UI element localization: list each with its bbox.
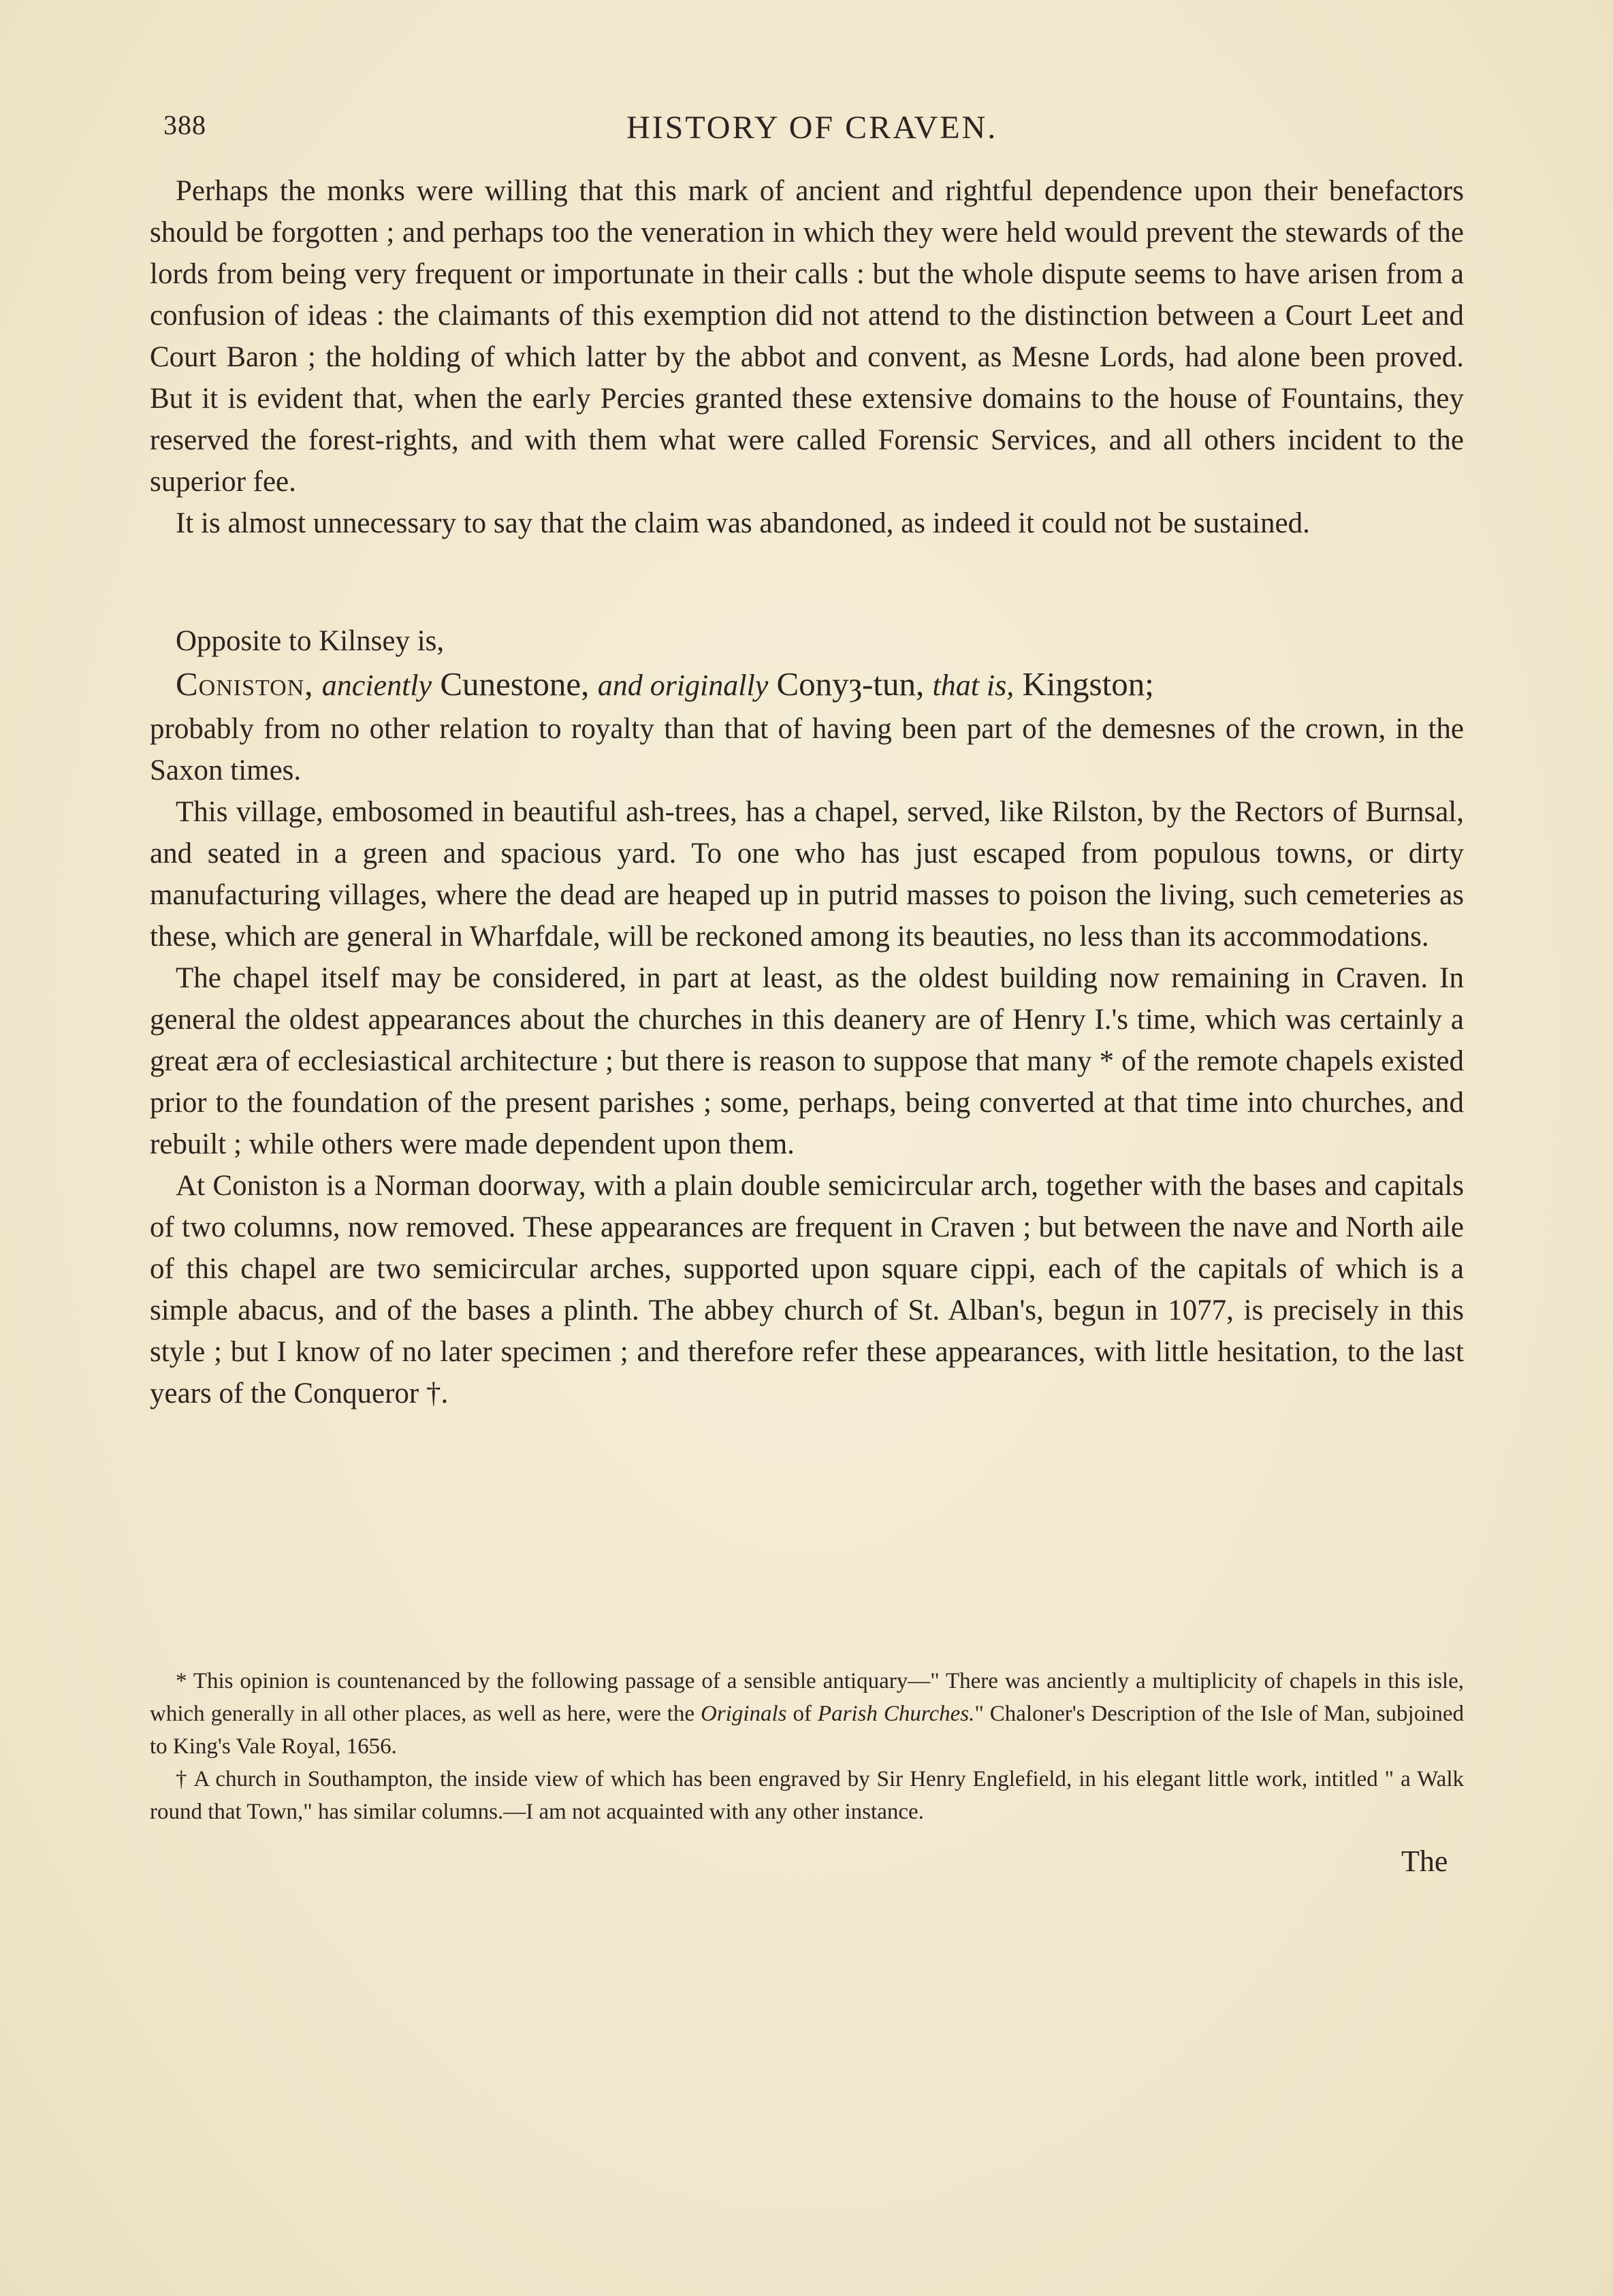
footnote-1-source: " Chaloner's Description of the Isle of Man, subjoined to King's Vale Royal, 1656. xyxy=(150,1702,1465,1759)
heading-form-1: Cunestone, xyxy=(440,665,590,703)
footnotes xyxy=(150,1665,1464,1828)
place-name: Coniston, xyxy=(176,665,314,703)
footnote-1-text: * This opinion is countenanced by the following passage of a sensible antiquary—" There was anciently a multiplicity of chapels in this isle, which generally in all other places, as well as here, were the xyxy=(150,1669,1464,1726)
heading-continuation: probably from no other relation to royalty than that of having been part of the demesnes of the crown, in the Saxon times. xyxy=(150,713,1464,786)
footnote-1 xyxy=(150,1665,1464,1763)
paragraph-2: It is almost unnecessary to say that the claim was abandoned, as indeed it could not be sustained. xyxy=(176,507,1310,539)
paragraph-5: At Coniston is a Norman doorway, with a plain double semicircular arch, together with the bases and capitals of two columns, now removed. These appearances are frequent in Craven ; but between the nave and North aile of this chapel are two semicircular arches, supported upon square cippi, each of the capitals of which is a simple abacus, and of the bases a plinth. The abbey church of St. Alban's, begun in 1077, is precisely in this style ; but I know of no later specimen ; and therefore refer these appearances, with little hesitation, to the last years of the Conqueror †. xyxy=(150,1170,1464,1409)
footnote-2: † A church in Southampton, the inside view of which has been engraved by Sir Henry Englefield, in his elegant little work, intitled " a Walk round that Town," has similar columns.—I am not acquainted with any other instance. xyxy=(150,1767,1464,1824)
paragraph-3: This village, embosomed in beautiful ash-trees, has a chapel, served, like Rilston, by the Rectors of Burnsal, and seated in a green and spacious yard. To one who has just escaped from populous towns, or dirty manufacturing villages, where the dead are heaped up in putrid masses to poison the living, such cemeteries as these, which are general in Wharfdale, will be reckoned among its beauties, no less than its accommodations. xyxy=(150,796,1464,953)
running-title: HISTORY OF CRAVEN. xyxy=(626,110,998,146)
opposite-line: Opposite to Kilnsey is, xyxy=(176,625,445,657)
heading-anciently: anciently xyxy=(321,669,432,702)
paragraph-1: Perhaps the monks were willing that this mark of ancient and rightful dependence upon their benefactors should be forgotten ; and perhaps too the veneration in which they were held would prevent the stewards of the lords from being very frequent or importunate in their calls : but the whole dispute seems to have arisen from a confusion of ideas : the claimants of this exemption did not attend to the distinction between a Court Leet and Court Baron ; the holding of which latter by the abbot and convent, as Mesne Lords, had alone been proved. But it is evident that, when the early Percies granted these extensive domains to the house of Fountains, they reserved the forest-rights, and with them what were called Forensic Services, and all others incident to the superior fee. xyxy=(150,175,1464,498)
heading-form-2: Conyȝ-tun, xyxy=(776,665,925,703)
paragraph-4: The chapel itself may be considered, in part at least, as the oldest building now remaining in Craven. In general the oldest appearances about the churches in this deanery are of Henry I.'s time, which was certainly a great æra of ecclesiastical architecture ; but there is reason to suppose that many * of the remote chapels existed prior to the foundation of the present parishes ; some, perhaps, being converted at that time into churches, and rebuilt ; while others were made dependent upon them. xyxy=(150,962,1464,1160)
footnote-1-italic-parish: Parish Churches. xyxy=(817,1702,975,1726)
heading-that-is: that is, xyxy=(932,669,1015,702)
place-heading xyxy=(150,662,1464,708)
page-number: 388 xyxy=(163,110,206,140)
heading-form-3: Kingston; xyxy=(1022,665,1154,703)
heading-and-originally: and originally xyxy=(597,669,769,702)
main-text xyxy=(150,170,1464,1414)
page-header xyxy=(163,109,1457,150)
section-gap xyxy=(150,544,1464,620)
footnote-1-of: of xyxy=(793,1702,812,1726)
footnote-1-italic-originals: Originals xyxy=(701,1702,787,1726)
catchword: The xyxy=(1401,1845,1448,1878)
